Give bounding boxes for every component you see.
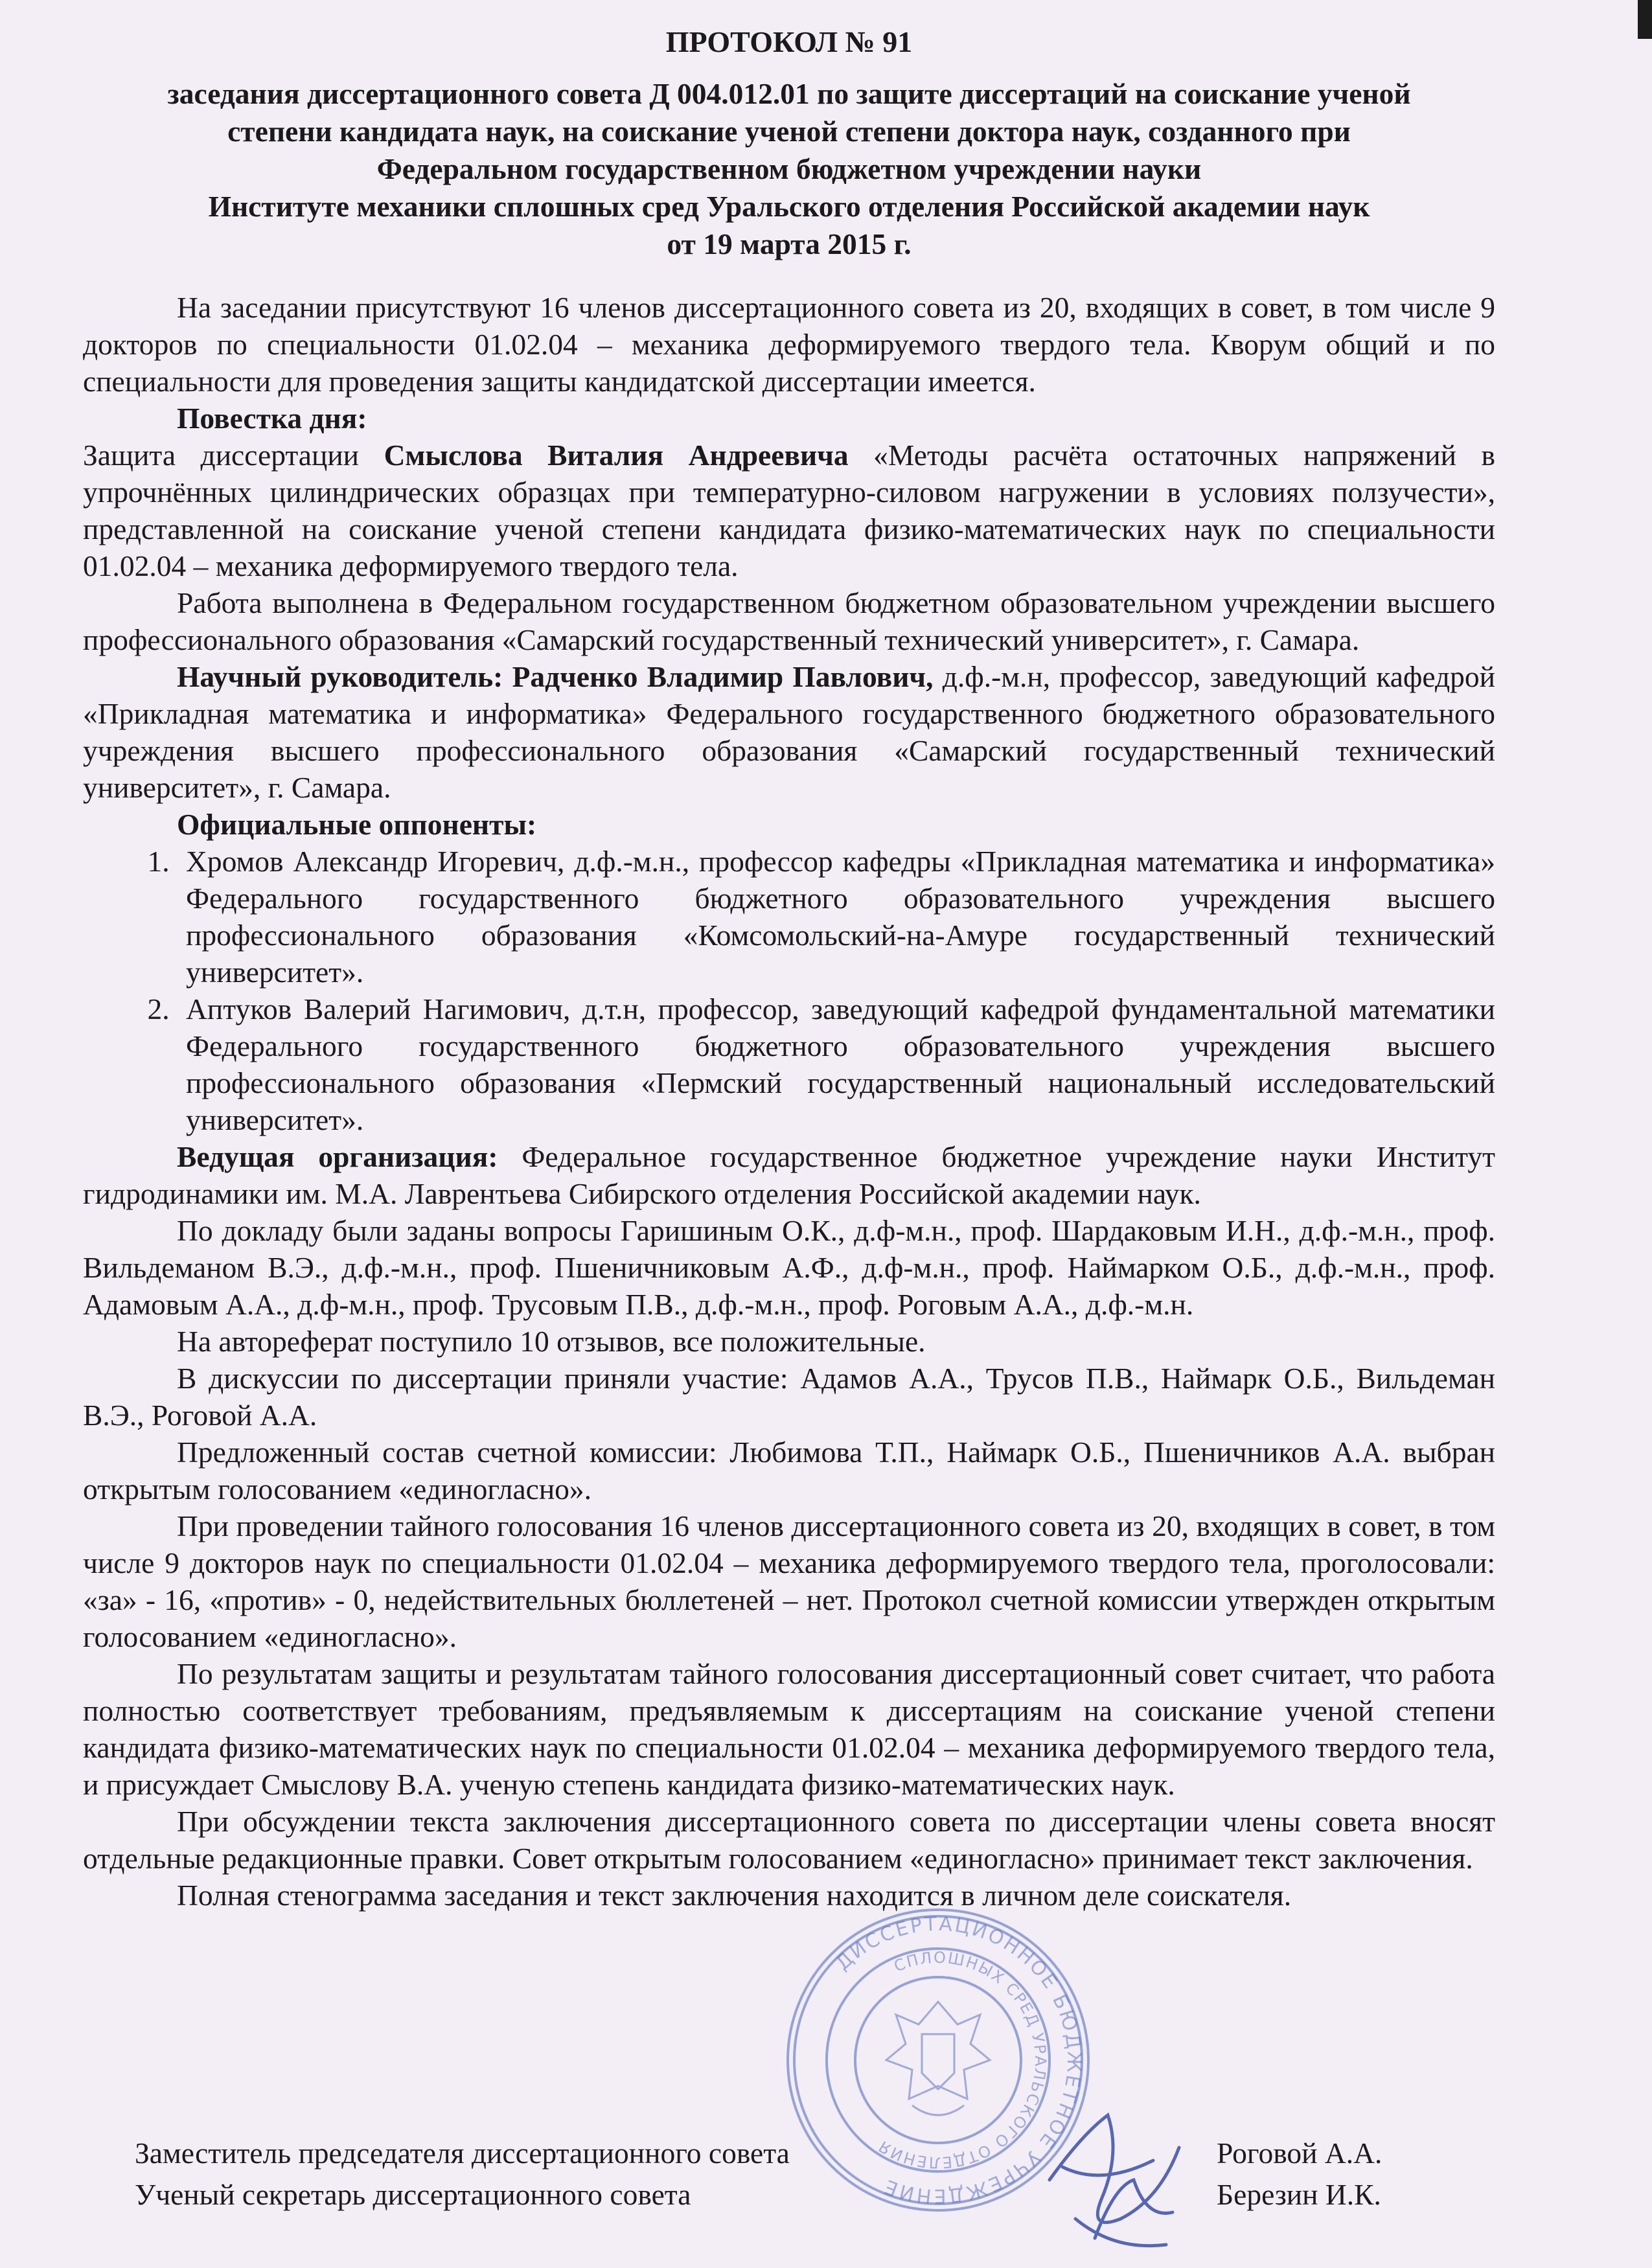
work-place-paragraph: Работа выполнена в Федеральном государственном бюджетном образовательном учреждении высшего профессионального образования «Самарский государственный технический университет», г. Самара.: [83, 586, 1495, 656]
voting-paragraph: При проведении тайного голосования 16 членов диссертационного совета из 20, входящих в совет, в том числе 9 докторов наук по специальности 01.02.04 – механика деформируемого твердого тела, проголосовали: «за» - 16, «против» - 0, недействительных бюллетеней – нет. Протокол счетной комиссии утвержден открытым голосованием «единогласно».: [83, 1509, 1495, 1653]
attendance-paragraph: На заседании присутствуют 16 членов диссертационного совета из 20, входящих в совет, в том числе 9 докторов по специальности 01.02.04 – механика деформируемого твердого тела. Кворум общий и по специальности для проведения защиты кандидатской диссертации имеется.: [83, 291, 1495, 398]
signature-row: [135, 2133, 1430, 2174]
stamp-outer-text: ДИССЕРТАЦИОННОЕ БЮДЖЕТНОЕ УЧРЕЖДЕНИЕ: [831, 1912, 1086, 2208]
signatures-block: [135, 2133, 1430, 2216]
agenda-heading: Повестка дня:: [177, 402, 367, 435]
transcript-paragraph: Полная стенограмма заседания и текст заключения находится в личном деле соискателя.: [177, 1879, 1292, 1912]
candidate-name: Смыслова Виталия Андреевича: [384, 439, 849, 472]
leading-org-paragraph: [83, 1138, 1495, 1212]
leading-org-text: Федеральное государственное бюджетное учреждение науки Институт гидродинамики им. М.А. Лаврентьева Сибирского отделения Российской академии наук.: [83, 1140, 1496, 1210]
document-body: [83, 23, 1495, 1914]
scan-edge-shadow: [1638, 0, 1652, 39]
agenda-text: «Методы расчёта остаточных напряжений в упрочнённых цилиндрических образцах при температурно-силовом нагружении в условиях ползучести», представленной на соискание ученой степени кандидата физико-математических наук по специальности 01.02.04 – механика деформируемого твердого тела.: [83, 439, 1496, 582]
leading-org-label: Ведущая организация:: [177, 1140, 498, 1173]
stamp-emblem: [886, 2002, 990, 2115]
subtitle-date: от 19 марта 2015 г.: [667, 227, 912, 260]
signatory-name: Березин И.К.: [1217, 2178, 1381, 2211]
signatory-name: Роговой А.А.: [1217, 2136, 1382, 2170]
subtitle-line: степени кандидата наук, на соискание ученой степени доктора наук, созданного при: [227, 115, 1351, 148]
subtitle-line: Федеральном государственном бюджетном учреждении науки: [376, 152, 1202, 185]
supervisor-label: Научный руководитель:: [177, 660, 512, 693]
opponents-list: [83, 843, 1495, 1138]
questions-paragraph: По докладу были заданы вопросы Гаришиным О.К., д.ф-м.н., проф. Шардаковым И.Н., д.ф.-м.н., проф. Вильдеманом В.Э., д.ф.-м.н., проф. Пшеничниковым А.Ф., д.ф-м.н., проф. Наймарком О.Б., д.ф.-м.н., проф. Адамовым А.А., д.ф-м.н., проф. Трусовым П.В., д.ф.-м.н., проф. Роговым А.А., д.ф.-м.н.: [83, 1214, 1495, 1321]
signature-row: [135, 2174, 1430, 2216]
protocol-subtitle: [83, 75, 1495, 263]
agenda-paragraph: [83, 437, 1495, 584]
commission-paragraph: Предложенный состав счетной комиссии: Любимова Т.П., Наймарк О.Б., Пшеничников А.А. выбран открытым голосованием «единогласно».: [83, 1436, 1495, 1506]
opponent-item: 1. Хромов Александр Игоревич, д.ф.-м.н., профессор кафедры «Прикладная математика и информатика» Федерального государственного бюджетного образовательного учреждения высшего профессионального образования «Комсомольский-на-Амуре государственный технический университет».: [177, 843, 1495, 991]
supervisor-text: д.ф.-м.н, профессор, заведующий кафедрой «Прикладная математика и информатика» Федерального государственного бюджетного образовательного учреждения высшего профессионального образования «Самарский государственный технический университет», г. Самара.: [83, 660, 1496, 804]
supervisor-name: Радченко Владимир Павлович,: [512, 660, 934, 693]
stamp-inner-text: СПЛОШНЫХ СРЕД УРАЛЬСКОГО ОТДЕЛЕНИЯ: [875, 1948, 1050, 2172]
discussion-paragraph: В дискуссии по диссертации приняли участие: Адамов А.А., Трусов П.В., Наймарк О.Б., Вильдеман В.Э., Роговой А.А.: [83, 1362, 1495, 1432]
agenda-prefix: Защита диссертации: [83, 439, 384, 472]
conclusion-paragraph: При обсуждении текста заключения диссертационного совета по диссертации члены совета вносят отдельные редакционные правки. Совет открытым голосованием «единогласно» принимает текст заключения.: [83, 1805, 1495, 1875]
decision-paragraph: По результатам защиты и результатам тайного голосования диссертационный совет считает, что работа полностью соответствует требованиям, предъявляемым к диссертациям на соискание ученой степени кандидата физико-математических наук по специальности 01.02.04 – механика деформируемого твердого тела, и присуждает Смыслову В.А. ученую степень кандидата физико-математических наук.: [83, 1657, 1495, 1801]
opponent-item: 2. Аптуков Валерий Нагимович, д.т.н, профессор, заведующий кафедрой фундаментальной математики Федерального государственного бюджетного образовательного учреждения высшего профессионального образования «Пермский государственный национальный исследовательский университет».: [177, 991, 1495, 1138]
signatory-role: Ученый секретарь диссертационного совета: [135, 2178, 691, 2211]
signatory-role: Заместитель председателя диссертационного совета: [135, 2136, 790, 2170]
reviews-paragraph: На автореферат поступило 10 отзывов, все положительные.: [177, 1325, 926, 1358]
subtitle-line: заседания диссертационного совета Д 004.012.01 по защите диссертаций на соискание ученой: [167, 77, 1411, 110]
opponents-heading: Официальные оппоненты:: [177, 808, 537, 841]
supervisor-paragraph: [83, 658, 1495, 806]
protocol-title: ПРОТОКОЛ № 91: [665, 25, 913, 58]
subtitle-line: Институте механики сплошных сред Уральского отделения Российской академии наук: [208, 190, 1370, 223]
